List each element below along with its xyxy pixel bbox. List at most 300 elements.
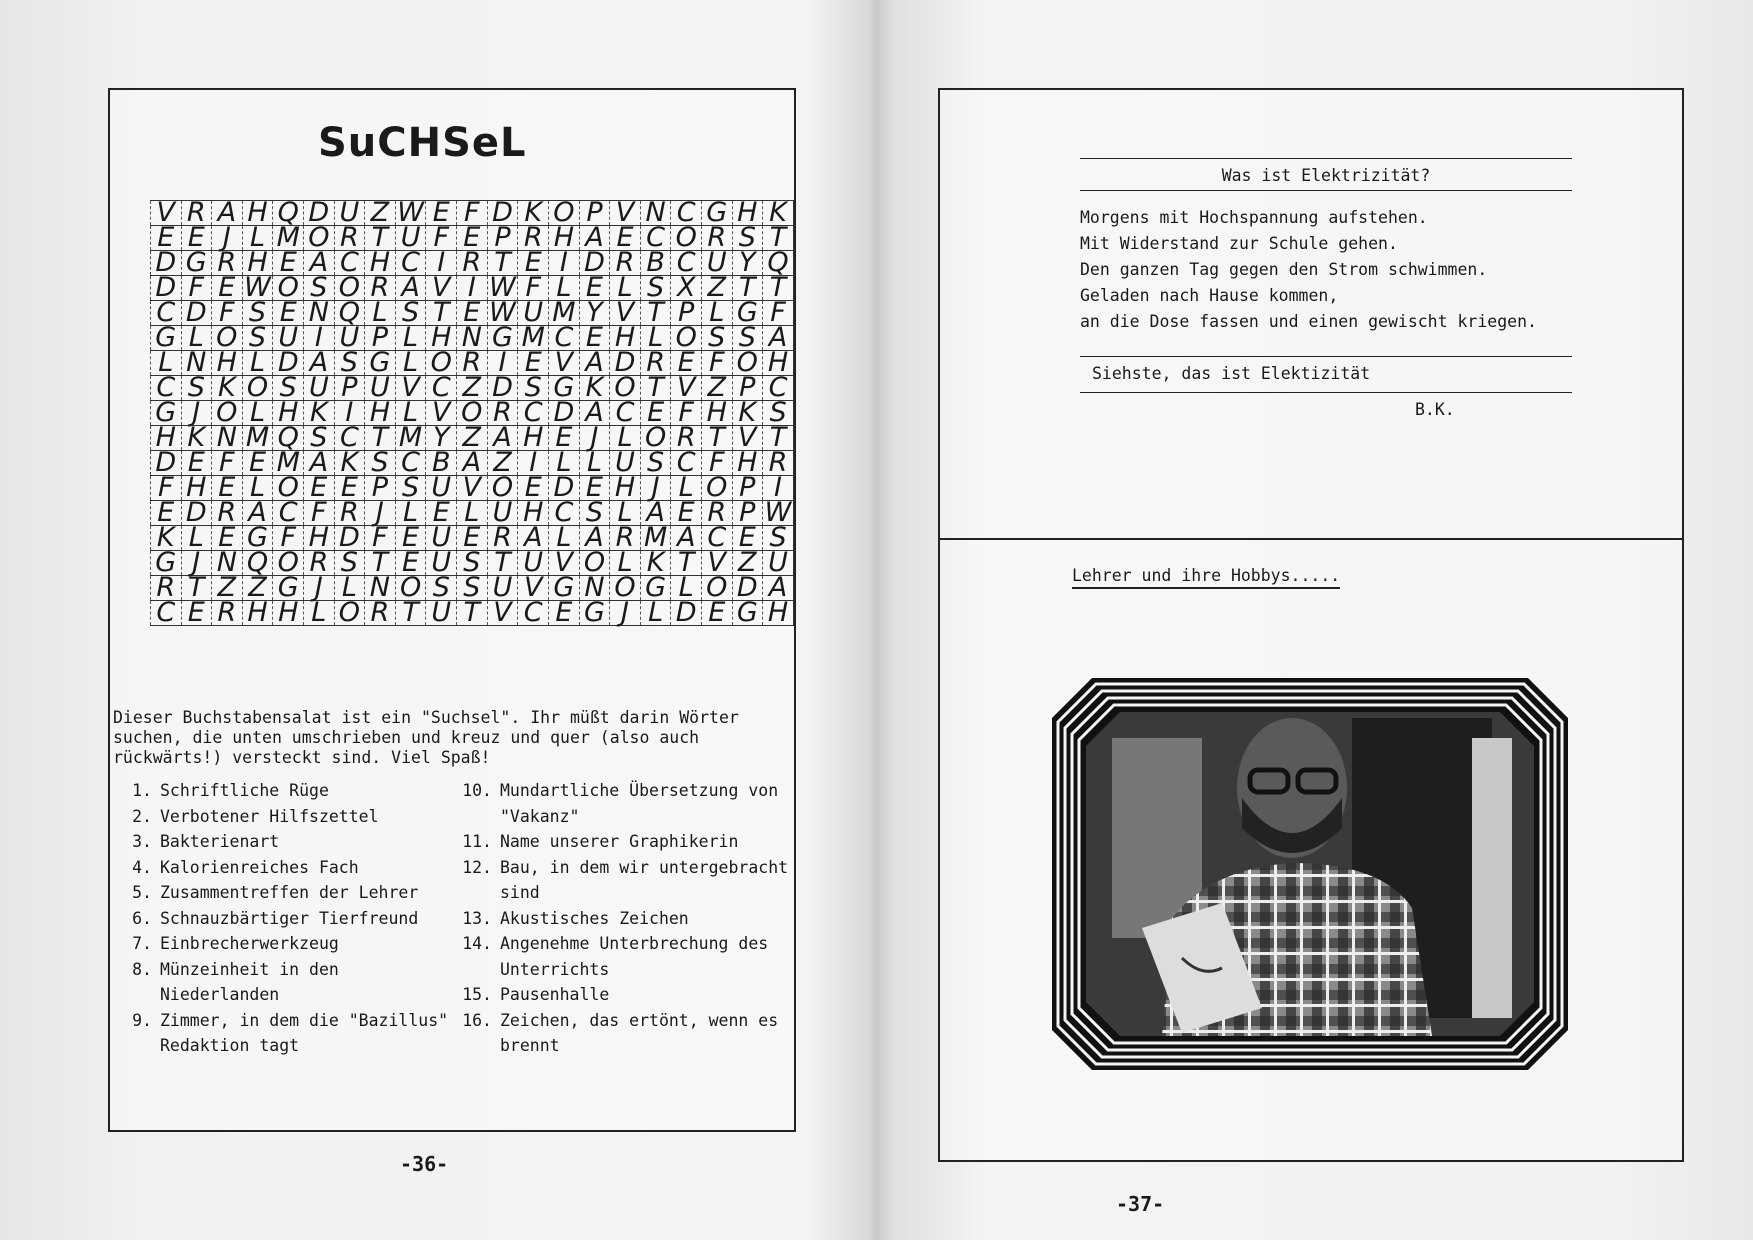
grid-cell: U: [334, 326, 365, 351]
grid-cell: S: [640, 451, 671, 476]
grid-cell: E: [181, 226, 212, 251]
grid-cell: U: [426, 526, 457, 551]
grid-cell: R: [365, 276, 396, 301]
grid-cell: E: [304, 476, 335, 501]
poem-line: Den ganzen Tag gegen den Strom schwimmen.: [1080, 260, 1488, 279]
grid-cell: C: [671, 201, 702, 226]
grid-cell: S: [273, 376, 304, 401]
poem-title: Was ist Elektrizität?: [1221, 166, 1431, 185]
grid-cell: O: [395, 576, 426, 601]
grid-cell: U: [610, 451, 641, 476]
page-number-left: -36-: [400, 1152, 449, 1176]
grid-cell: E: [518, 351, 549, 376]
grid-cell: V: [426, 401, 457, 426]
grid-cell: W: [487, 301, 518, 326]
grid-cell: L: [334, 576, 365, 601]
section-divider: [940, 538, 1682, 540]
grid-cell: G: [640, 576, 671, 601]
grid-cell: F: [763, 301, 794, 326]
grid-cell: L: [181, 526, 212, 551]
grid-cell: U: [487, 501, 518, 526]
clue-item: [122, 829, 452, 855]
clue-number: 15.: [462, 985, 492, 1004]
rule-top: [1080, 158, 1572, 159]
grid-cell: R: [610, 526, 641, 551]
hobbies-heading: Lehrer und ihre Hobbys.....: [1072, 566, 1340, 589]
clue-text: Verbotener Hilfszettel: [160, 806, 379, 826]
grid-cell: O: [701, 576, 732, 601]
clue-number: 13.: [462, 908, 492, 928]
grid-cell: U: [426, 476, 457, 501]
grid-cell: F: [518, 276, 549, 301]
grid-cell: C: [549, 326, 580, 351]
grid-cell: E: [151, 226, 182, 251]
grid-cell: V: [549, 551, 580, 576]
grid-cell: C: [334, 426, 365, 451]
grid-cell: N: [304, 301, 335, 326]
clue-text: Zeichen, das ertönt, wenn es brennt: [500, 1010, 779, 1055]
grid-cell: Z: [701, 376, 732, 401]
grid-cell: U: [426, 601, 457, 626]
grid-cell: H: [242, 201, 273, 226]
grid-cell: A: [304, 251, 335, 276]
grid-cell: A: [671, 526, 702, 551]
grid-cell: I: [457, 276, 488, 301]
grid-cell: E: [334, 476, 365, 501]
grid-cell: Z: [212, 576, 243, 601]
grid-cell: H: [518, 501, 549, 526]
grid-cell: G: [487, 326, 518, 351]
grid-cell: L: [610, 551, 641, 576]
grid-cell: O: [610, 576, 641, 601]
grid-cell: O: [212, 326, 243, 351]
grid-cell: E: [273, 301, 304, 326]
grid-cell: M: [640, 526, 671, 551]
grid-cell: P: [487, 226, 518, 251]
grid-cell: C: [273, 501, 304, 526]
grid-cell: H: [304, 526, 335, 551]
grid-cell: N: [212, 426, 243, 451]
grid-cell: J: [181, 401, 212, 426]
grid-cell: I: [518, 451, 549, 476]
grid-cell: L: [610, 276, 641, 301]
grid-cell: E: [457, 301, 488, 326]
grid-cell: V: [701, 551, 732, 576]
grid-cell: D: [151, 451, 182, 476]
grid-cell: S: [732, 226, 763, 251]
grid-cell: F: [212, 451, 243, 476]
grid-cell: L: [610, 426, 641, 451]
poem-line: Morgens mit Hochspannung aufstehen.: [1080, 208, 1428, 227]
grid-cell: A: [640, 501, 671, 526]
grid-cell: V: [151, 201, 182, 226]
grid-cell: R: [304, 551, 335, 576]
grid-cell: G: [732, 601, 763, 626]
grid-cell: F: [212, 301, 243, 326]
grid-cell: Q: [273, 426, 304, 451]
grid-cell: Q: [242, 551, 273, 576]
grid-cell: R: [334, 226, 365, 251]
grid-cell: H: [273, 401, 304, 426]
grid-cell: H: [151, 426, 182, 451]
grid-cell: R: [212, 501, 243, 526]
grid-cell: S: [579, 501, 610, 526]
grid-cell: O: [579, 551, 610, 576]
grid-cell: E: [395, 526, 426, 551]
grid-cell: G: [181, 251, 212, 276]
clue-text: Zimmer, in dem die "Bazillus" Redaktion tagt: [160, 1010, 449, 1055]
grid-cell: E: [242, 451, 273, 476]
grid-cell: L: [395, 326, 426, 351]
grid-cell: G: [151, 326, 182, 351]
grid-cell: G: [365, 351, 396, 376]
author-initials: B.K.: [1415, 400, 1455, 419]
clue-text: Münzeinheit in den Niederlanden: [160, 959, 339, 1004]
grid-cell: S: [395, 476, 426, 501]
grid-cell: E: [579, 276, 610, 301]
grid-cell: P: [732, 501, 763, 526]
grid-cell: H: [610, 476, 641, 501]
grid-cell: D: [181, 501, 212, 526]
grid-cell: V: [487, 601, 518, 626]
grid-cell: D: [549, 401, 580, 426]
grid-cell: D: [181, 301, 212, 326]
puzzle-instructions: Dieser Buchstabensalat ist ein "Suchsel". Ihr müßt darin Wörter suchen, die unten umschrieben und kreuz und quer (also auch rückwärts!) versteckt sind. Viel Spaß!: [113, 708, 739, 767]
grid-cell: Z: [487, 451, 518, 476]
grid-cell: E: [671, 351, 702, 376]
grid-cell: L: [181, 326, 212, 351]
clue-text: Mundartliche Übersetzung von "Vakanz": [500, 781, 779, 826]
clue-number: 5.: [132, 883, 152, 902]
clue-text: Kalorienreiches Fach: [160, 857, 359, 877]
grid-cell: W: [763, 501, 794, 526]
grid-cell: V: [671, 376, 702, 401]
grid-cell: A: [487, 426, 518, 451]
puzzle-title: SuCHSeL: [318, 120, 527, 166]
clue-item: [462, 982, 792, 1008]
grid-cell: C: [395, 451, 426, 476]
grid-cell: B: [640, 251, 671, 276]
grid-cell: D: [334, 526, 365, 551]
grid-cell: T: [365, 226, 396, 251]
grid-cell: X: [671, 276, 702, 301]
grid-cell: D: [487, 201, 518, 226]
grid-cell: C: [151, 301, 182, 326]
clue-number: 2.: [132, 806, 152, 826]
grid-cell: C: [151, 601, 182, 626]
grid-cell: K: [151, 526, 182, 551]
grid-cell: U: [273, 326, 304, 351]
grid-cell: E: [671, 501, 702, 526]
clue-text: Angenehme Unterbrechung des Unterrichts: [500, 934, 769, 979]
grid-cell: O: [273, 476, 304, 501]
grid-cell: V: [549, 351, 580, 376]
grid-cell: S: [457, 551, 488, 576]
grid-cell: C: [549, 501, 580, 526]
grid-cell: O: [426, 351, 457, 376]
grid-cell: D: [549, 476, 580, 501]
grid-cell: D: [487, 376, 518, 401]
grid-cell: R: [701, 226, 732, 251]
grid-cell: A: [242, 501, 273, 526]
grid-cell: T: [365, 426, 396, 451]
grid-cell: S: [334, 551, 365, 576]
grid-cell: T: [395, 601, 426, 626]
grid-cell: L: [242, 226, 273, 251]
rule-above-tagline: [1080, 356, 1572, 357]
grid-cell: P: [732, 476, 763, 501]
grid-cell: H: [518, 426, 549, 451]
grid-cell: L: [701, 301, 732, 326]
grid-cell: S: [518, 376, 549, 401]
grid-cell: F: [701, 451, 732, 476]
photo-frame-icon: [1052, 678, 1568, 1070]
clue-item: [122, 931, 452, 957]
grid-cell: L: [242, 476, 273, 501]
grid-cell: A: [395, 276, 426, 301]
grid-cell: D: [273, 351, 304, 376]
grid-cell: L: [640, 326, 671, 351]
grid-cell: U: [487, 576, 518, 601]
grid-cell: E: [518, 251, 549, 276]
grid-cell: C: [671, 251, 702, 276]
grid-cell: E: [732, 526, 763, 551]
grid-cell: J: [579, 426, 610, 451]
grid-cell: A: [304, 451, 335, 476]
grid-cell: P: [671, 301, 702, 326]
grid-cell: R: [212, 601, 243, 626]
grid-cell: H: [732, 451, 763, 476]
grid-row: [151, 601, 794, 626]
grid-cell: K: [181, 426, 212, 451]
clue-item: [462, 778, 792, 829]
clue-item: [122, 957, 452, 1008]
grid-cell: O: [640, 426, 671, 451]
clue-number: 16.: [462, 1010, 492, 1030]
right-page: [878, 0, 1753, 1240]
grid-cell: E: [610, 226, 641, 251]
poem-line: an die Dose fassen und einen gewischt kriegen.: [1080, 312, 1537, 331]
grid-cell: T: [640, 376, 671, 401]
grid-cell: S: [334, 351, 365, 376]
clue-item: [122, 855, 452, 881]
grid-cell: C: [763, 376, 794, 401]
clue-number: 7.: [132, 934, 152, 953]
grid-cell: M: [273, 226, 304, 251]
grid-cell: L: [304, 601, 335, 626]
clue-text: Bau, in dem wir untergebracht sind: [500, 857, 789, 902]
grid-cell: V: [395, 376, 426, 401]
grid-cell: N: [579, 576, 610, 601]
grid-cell: G: [273, 576, 304, 601]
grid-cell: T: [487, 551, 518, 576]
clue-item: [462, 1008, 792, 1059]
grid-cell: A: [518, 526, 549, 551]
grid-cell: L: [610, 501, 641, 526]
letter-grid: [150, 197, 794, 628]
grid-cell: V: [426, 276, 457, 301]
grid-cell: S: [242, 301, 273, 326]
grid-cell: G: [579, 601, 610, 626]
grid-cell: C: [671, 451, 702, 476]
grid-cell: O: [732, 351, 763, 376]
grid-cell: S: [763, 401, 794, 426]
grid-cell: R: [487, 401, 518, 426]
grid-cell: F: [151, 476, 182, 501]
grid-cell: S: [701, 326, 732, 351]
grid-cell: U: [518, 551, 549, 576]
grid-cell: S: [640, 276, 671, 301]
grid-cell: G: [151, 401, 182, 426]
grid-cell: S: [365, 451, 396, 476]
grid-cell: Q: [273, 201, 304, 226]
grid-cell: T: [426, 301, 457, 326]
grid-cell: E: [426, 501, 457, 526]
grid-cell: L: [579, 451, 610, 476]
page-number-right: -37-: [1116, 1192, 1165, 1216]
grid-cell: H: [732, 201, 763, 226]
grid-cell: N: [640, 201, 671, 226]
grid-cell: W: [395, 201, 426, 226]
grid-cell: H: [763, 601, 794, 626]
grid-cell: H: [212, 351, 243, 376]
grid-cell: R: [701, 501, 732, 526]
grid-cell: U: [763, 551, 794, 576]
grid-cell: K: [579, 376, 610, 401]
grid-cell: O: [273, 276, 304, 301]
grid-cell: A: [457, 451, 488, 476]
grid-cell: K: [212, 376, 243, 401]
grid-cell: R: [212, 251, 243, 276]
grid-cell: Z: [365, 201, 396, 226]
grid-cell: T: [457, 601, 488, 626]
grid-cell: O: [487, 476, 518, 501]
grid-cell: R: [334, 501, 365, 526]
grid-cell: O: [671, 326, 702, 351]
poem-tagline: Siehste, das ist Elektizität: [1092, 364, 1371, 383]
grid-cell: N: [457, 326, 488, 351]
grid-cell: J: [365, 501, 396, 526]
grid-cell: O: [457, 401, 488, 426]
grid-cell: F: [181, 276, 212, 301]
grid-cell: H: [273, 601, 304, 626]
grid-cell: E: [457, 226, 488, 251]
grid-cell: T: [763, 226, 794, 251]
grid-cell: E: [640, 401, 671, 426]
grid-cell: T: [487, 251, 518, 276]
grid-cell: L: [549, 526, 580, 551]
clue-item: [122, 880, 452, 906]
grid-cell: H: [701, 401, 732, 426]
grid-cell: G: [549, 376, 580, 401]
grid-cell: O: [212, 401, 243, 426]
grid-cell: M: [273, 451, 304, 476]
grid-cell: H: [242, 251, 273, 276]
grid-cell: K: [304, 401, 335, 426]
grid-cell: U: [395, 226, 426, 251]
grid-cell: V: [610, 201, 641, 226]
grid-cell: A: [763, 326, 794, 351]
grid-cell: R: [181, 201, 212, 226]
grid-cell: S: [763, 526, 794, 551]
clue-number: 3.: [132, 832, 152, 851]
clue-item: [462, 931, 792, 982]
grid-cell: O: [334, 276, 365, 301]
clue-number: 10.: [462, 781, 492, 800]
grid-cell: Z: [242, 576, 273, 601]
grid-cell: G: [549, 576, 580, 601]
grid-cell: R: [763, 451, 794, 476]
clue-number: 9.: [132, 1010, 152, 1030]
grid-cell: C: [640, 226, 671, 251]
grid-cell: T: [732, 276, 763, 301]
clue-item: [122, 778, 452, 804]
grid-cell: N: [365, 576, 396, 601]
grid-cell: S: [304, 426, 335, 451]
puzzle-frame: [108, 88, 796, 1132]
grid-cell: E: [181, 601, 212, 626]
grid-cell: C: [610, 401, 641, 426]
grid-cell: Z: [732, 551, 763, 576]
grid-cell: F: [304, 501, 335, 526]
clue-list-right: [462, 778, 792, 1059]
grid-cell: S: [304, 276, 335, 301]
grid-cell: L: [549, 451, 580, 476]
grid-cell: K: [640, 551, 671, 576]
clue-number: 8.: [132, 959, 152, 979]
grid-cell: C: [334, 251, 365, 276]
grid-cell: C: [426, 376, 457, 401]
grid-cell: R: [487, 526, 518, 551]
rule-under-title: [1080, 190, 1572, 191]
grid-cell: H: [549, 226, 580, 251]
grid-cell: W: [487, 276, 518, 301]
grid-cell: R: [640, 351, 671, 376]
grid-cell: T: [701, 426, 732, 451]
grid-cell: Q: [334, 301, 365, 326]
grid-cell: R: [518, 226, 549, 251]
grid-cell: D: [304, 201, 335, 226]
grid-cell: L: [151, 351, 182, 376]
clue-number: 11.: [462, 832, 492, 851]
grid-cell: T: [181, 576, 212, 601]
grid-cell: F: [701, 351, 732, 376]
clue-item: [462, 829, 792, 855]
grid-cell: Y: [579, 301, 610, 326]
grid-cell: R: [671, 426, 702, 451]
rule-below-tagline: [1080, 392, 1572, 393]
grid-cell: Y: [426, 426, 457, 451]
grid-cell: G: [732, 301, 763, 326]
grid-cell: U: [304, 376, 335, 401]
grid-cell: L: [549, 276, 580, 301]
grid-cell: A: [212, 201, 243, 226]
grid-cell: E: [579, 326, 610, 351]
grid-cell: E: [579, 476, 610, 501]
grid-cell: U: [334, 201, 365, 226]
grid-cell: S: [457, 576, 488, 601]
grid-cell: L: [457, 501, 488, 526]
poem-line: Mit Widerstand zur Schule gehen.: [1080, 234, 1398, 253]
grid-cell: O: [701, 476, 732, 501]
grid-cell: J: [181, 551, 212, 576]
teacher-photo: [1052, 678, 1568, 1070]
clue-text: Schriftliche Rüge: [160, 781, 329, 800]
grid-cell: A: [304, 351, 335, 376]
grid-cell: O: [549, 201, 580, 226]
clue-text: Schnauzbärtiger Tierfreund: [160, 908, 419, 928]
grid-cell: C: [151, 376, 182, 401]
